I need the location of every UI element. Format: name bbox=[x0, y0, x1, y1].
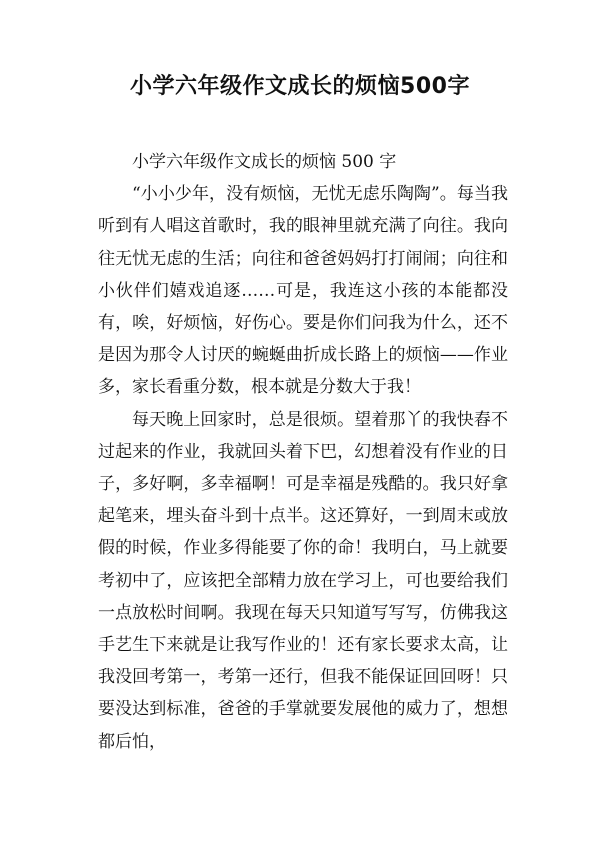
essay-paragraph-2: 每天晚上回家时，总是很烦。望着那丫的我快舂不过起来的作业，我就回头着下巴，幻想着没有作业的日子，多好啊，多幸福啊！可是幸福是残酷的。我只好拿起笔来，埋头奋斗到十点半。这还算好，一到周末或放假的时候，作业多得能要了你的命！我明白，马上就要考初中了，应该把全部精力放在学习上，可也要给我们一点放松时间啊。我现在每天只知道写写写，仿佛我这手艺生下来就是让我写作业的！还有家长要求太高，让我没回考第一，考第一还行，但我不能保证回回呀！只要没达到标准，爸爸的手掌就要发展他的威力了，想想都后怕， bbox=[98, 409, 508, 752]
essay-paragraph-1: “小小少年，没有烦恼，无忧无虑乐陶陶”。每当我听到有人唱这首歌时，我的眼神里就充满了向往。我向往无忧无虑的生活；向往和爸爸妈妈打打闹闹；向往和小伙伴们嬉戏追逐……可是，我连这小孩的本能都没有，唉，好烦恼，好伤心。要是你们问我为什么，还不是因为那令人讨厌的蜿蜒曲折成长路上的烦恼——作业多，家长看重分数，根本就是分数大于我！ bbox=[98, 184, 508, 398]
page-title: 小学六年级作文成长的烦恼500字 bbox=[130, 74, 470, 99]
essay-subtitle-paragraph: 小学六年级作文成长的烦恼 500 字 bbox=[132, 152, 397, 172]
essay-body bbox=[98, 146, 508, 758]
